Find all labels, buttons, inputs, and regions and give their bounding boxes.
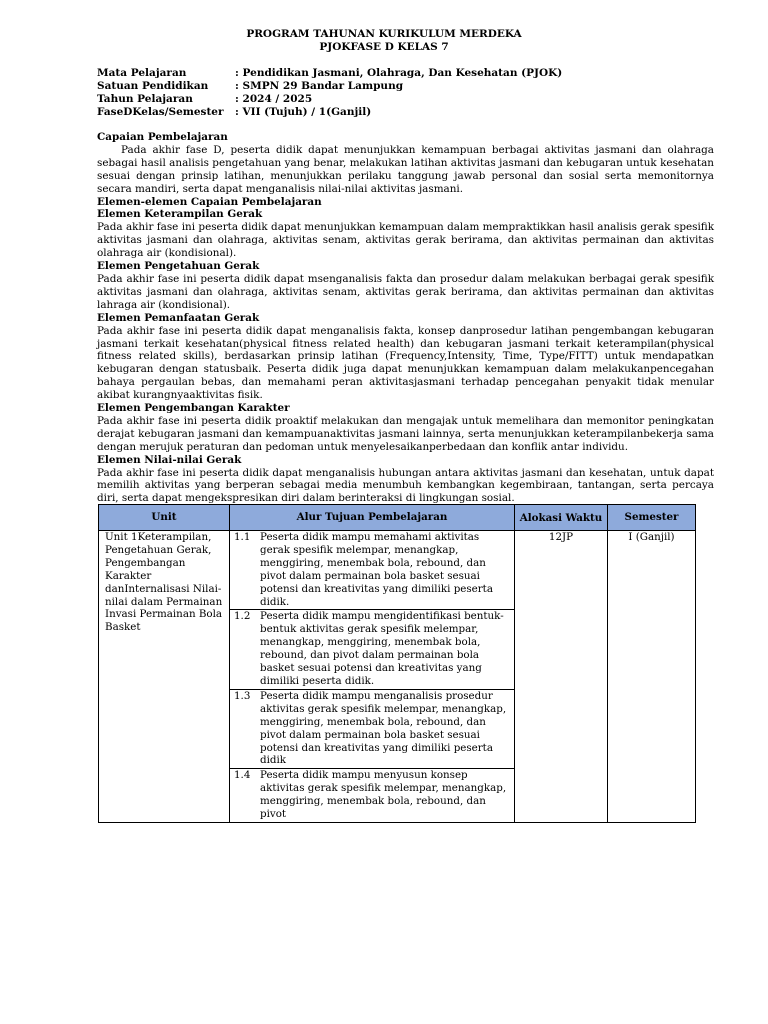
meta-row-phase bbox=[97, 106, 562, 119]
unit-cell: Unit 1Keterampilan, Pengetahuan Gerak, Pengembangan Karakter danInternalisasi Nilai-nilai dalam Permainan Invasi Permainan Bola Basket bbox=[99, 531, 230, 823]
objective-text: Peserta didik mampu menyusun konsep aktivitas gerak spesifik melempar, menangkap, menggiring, menembak bola, rebound, dan pivot bbox=[260, 769, 507, 821]
document-subtitle: PJOKFASE D KELAS 7 bbox=[319, 41, 449, 53]
header-alokasi: Alokasi Waktu bbox=[515, 505, 608, 531]
objective-item bbox=[230, 531, 514, 610]
meta-row-subject bbox=[97, 67, 562, 80]
semester-cell: I (Ganjil) bbox=[608, 531, 696, 823]
section-heading: Elemen-elemen Capaian Pembelajaran bbox=[97, 195, 322, 208]
objective-text: Peserta didik mampu mengidentifikasi bentuk-bentuk aktivitas gerak spesifik melempar, menangkap, menggiring, menembak bola, rebound, dan pivot dalam permainan bola basket sesuai potensi dan kreativitas yang dimiliki peserta didik. bbox=[260, 610, 504, 687]
element-heading: Elemen Nilai-nilai Gerak bbox=[97, 453, 242, 466]
header-semester: Semester bbox=[608, 505, 696, 531]
alokasi-cell: 12JP bbox=[515, 531, 608, 823]
document-title: PROGRAM TAHUNAN KURIKULUM MERDEKA bbox=[246, 28, 522, 40]
objective-item bbox=[230, 690, 514, 769]
header-alur: Alur Tujuan Pembelajaran bbox=[230, 505, 515, 531]
meta-value: : Pendidikan Jasmani, Olahraga, Dan Kesehatan (PJOK) bbox=[235, 67, 563, 79]
objectives-cell bbox=[230, 531, 515, 823]
objective-item bbox=[230, 610, 514, 689]
element-paragraph: Pada akhir fase ini peserta didik dapat msenganalisis fakta dan prosedur dalam melakukan berbagai gerak spesifik aktivitas jasmani dan olahraga, aktivitas senam, aktivitas gerak berirama, dan aktivitas permainan dan aktivitas lahraga air (kondisional). bbox=[97, 272, 714, 311]
objective-number: 1.2 bbox=[234, 610, 251, 623]
objective-number: 1.1 bbox=[234, 531, 251, 543]
element-heading: Elemen Pengetahuan Gerak bbox=[97, 260, 260, 273]
objective-item bbox=[230, 769, 514, 822]
meta-label: Satuan Pendidikan bbox=[97, 80, 209, 92]
element-heading: Elemen Pengembangan Karakter bbox=[97, 402, 290, 415]
meta-label: FaseDKelas/Semester bbox=[97, 106, 224, 118]
header-unit: Unit bbox=[99, 505, 230, 531]
section-heading: Capaian Pembelajaran bbox=[97, 131, 228, 143]
section-paragraph: Pada akhir fase D, peserta didik dapat menunjukkan kemampuan berbagai aktivitas jasmani dan olahraga sebagai hasil analisis pengetahuan yang benar, melakukan latihan aktivitas jasmani dan kebugaran untuk kesehatan sesuai dengan prinsip latihan, menunjukkan perilaku tanggung jawab personal dan sosial serta memonitornya secara mandiri, serta dapat menganalisis nilai-nilai aktivitas jasmani. bbox=[97, 143, 714, 195]
element-paragraph: Pada akhir fase ini peserta didik dapat menganalisis hubungan antara aktivitas jasmani dan kesehatan, untuk dapat memilih aktivitas yang berperan sebagai media menumbuh kembangkan kegembiraan, tantangan, serta percaya diri, serta dapat mengekspresikan diri dalam berinteraksi di lingkungan sosial. bbox=[97, 466, 714, 505]
learning-outcomes-section bbox=[97, 131, 714, 505]
element-heading: Elemen Pemanfaatan Gerak bbox=[97, 311, 260, 324]
element-paragraph: Pada akhir fase ini peserta didik dapat menunjukkan kemampuan dalam mempraktikkan hasil analisis gerak spesifik aktivitas jasmani dan olahraga, aktivitas senam, aktivitas gerak berirama, dan aktivitas permainan dan aktivitas olahraga air (kondisional). bbox=[97, 221, 714, 260]
meta-value: : SMPN 29 Bandar Lampung bbox=[235, 80, 404, 92]
table-row bbox=[99, 531, 696, 823]
element-paragraph: Pada akhir fase ini peserta didik proaktif melakukan dan mengajak untuk memelihara dan memonitor peningkatan derajat kebugaran jasmani dan kemampuanaktivitas jasmani lainnya, serta menunjukkan keterampilanbekerja sama dengan merujuk peraturan dan pedoman untuk menyelesaikanperbedaan dan konflik antar individu. bbox=[97, 414, 714, 453]
element-paragraph: Pada akhir fase ini peserta didik dapat menganalisis fakta, konsep danprosedur latihan pengembangan kebugaran jasmani terkait kesehatan(physical fitness related health) dan kebugaran jasmani terkait keterampilan(physical fitness related skills), berdasarkan prinsip latihan (Frequency,Intensity, Time, Type/FITT) untuk mendapatkan kebugaran dengan statusbaik. Peserta didik juga dapat menunjukkan kemampuan dalam melakukanpencegahan bahaya pergaulan bebas, dan memahami peran aktivitasjasmani terhadap pencegahan penyakit tidak menular akibat kurangnyaaktivitas fisik. bbox=[97, 324, 714, 402]
learning-objectives-table bbox=[98, 504, 696, 823]
objective-text: Peserta didik mampu menganalisis prosedur aktivitas gerak spesifik melempar, menangkap, menggiring, menembak bola, rebound, dan pivot dalam permainan bola basket sesuai potensi dan kreativitas yang dimiliki peserta didik bbox=[260, 689, 507, 767]
identity-block bbox=[97, 67, 562, 119]
meta-value: : VII (Tujuh) / 1(Ganjil) bbox=[235, 106, 372, 118]
objective-number: 1.3 bbox=[234, 689, 251, 702]
meta-label: Tahun Pelajaran bbox=[97, 93, 193, 105]
meta-value: : 2024 / 2025 bbox=[235, 93, 313, 105]
element-heading: Elemen Keterampilan Gerak bbox=[97, 208, 263, 221]
meta-row-school bbox=[97, 80, 562, 93]
meta-row-year bbox=[97, 93, 562, 106]
objective-number: 1.4 bbox=[234, 769, 251, 782]
objective-text: Peserta didik mampu memahami aktivitas gerak spesifik melempar, menangkap, menggiring, menembak bola, rebound, dan pivot dalam permainan bola basket sesuai potensi dan kreativitas yang dimiliki peserta didik. bbox=[260, 531, 493, 608]
meta-label: Mata Pelajaran bbox=[97, 67, 187, 79]
table-header-row bbox=[99, 505, 696, 531]
